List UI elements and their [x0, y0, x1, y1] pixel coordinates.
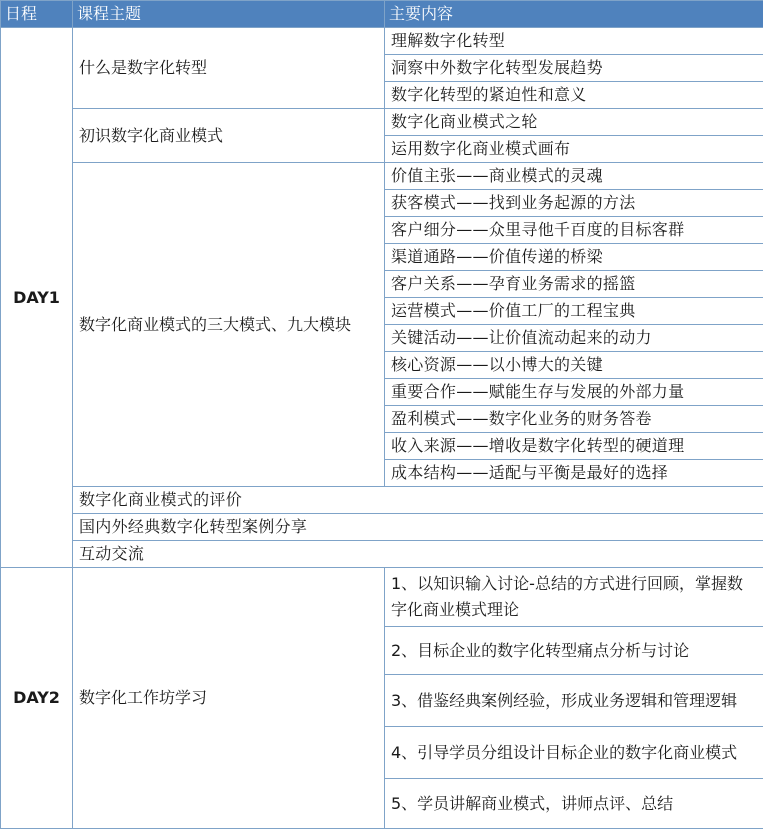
content-item: 关键活动——让价值流动起来的动力 [385, 325, 763, 352]
content-item: 运用数字化商业模式画布 [385, 136, 763, 163]
content-item: 理解数字化转型 [385, 28, 763, 55]
topic-cell: 数字化商业模式的三大模式、九大模块 [73, 163, 385, 487]
content-item: 盈利模式——数字化业务的财务答卷 [385, 406, 763, 433]
content-item: 3、借鉴经典案例经验，形成业务逻辑和管理逻辑 [385, 675, 763, 727]
content-item: 渠道通路——价值传递的桥梁 [385, 244, 763, 271]
content-item: 成本结构——适配与平衡是最好的选择 [385, 460, 763, 487]
topic-cell: 互动交流 [73, 541, 763, 568]
content-item: 1、以知识输入讨论-总结的方式进行回顾，掌握数字化商业模式理论 [385, 568, 763, 627]
day2-label: DAY2 [1, 568, 73, 829]
topic-cell: 数字化商业模式的评价 [73, 487, 763, 514]
content-item: 4、引导学员分组设计目标企业的数字化商业模式 [385, 727, 763, 779]
header-content: 主要内容 [385, 1, 763, 28]
content-item: 核心资源——以小博大的关键 [385, 352, 763, 379]
content-item: 5、学员讲解商业模式，讲师点评、总结 [385, 779, 763, 829]
header-day: 日程 [1, 1, 73, 28]
topic-cell: 国内外经典数字化转型案例分享 [73, 514, 763, 541]
content-item: 数字化商业模式之轮 [385, 109, 763, 136]
content-item: 客户细分——众里寻他千百度的目标客群 [385, 217, 763, 244]
content-item: 收入来源——增收是数字化转型的硬道理 [385, 433, 763, 460]
content-item: 洞察中外数字化转型发展趋势 [385, 55, 763, 82]
content-item: 客户关系——孕育业务需求的摇篮 [385, 271, 763, 298]
content-item: 价值主张——商业模式的灵魂 [385, 163, 763, 190]
day1-label: DAY1 [1, 28, 73, 568]
content-item: 重要合作——赋能生存与发展的外部力量 [385, 379, 763, 406]
content-item: 2、目标企业的数字化转型痛点分析与讨论 [385, 627, 763, 675]
content-item: 运营模式——价值工厂的工程宝典 [385, 298, 763, 325]
topic-cell: 什么是数字化转型 [73, 28, 385, 109]
content-item: 数字化转型的紧迫性和意义 [385, 82, 763, 109]
topic-cell: 初识数字化商业模式 [73, 109, 385, 163]
header-row [1, 1, 763, 28]
topic-cell: 数字化工作坊学习 [73, 568, 385, 829]
content-item: 获客模式——找到业务起源的方法 [385, 190, 763, 217]
header-topic: 课程主题 [73, 1, 385, 28]
